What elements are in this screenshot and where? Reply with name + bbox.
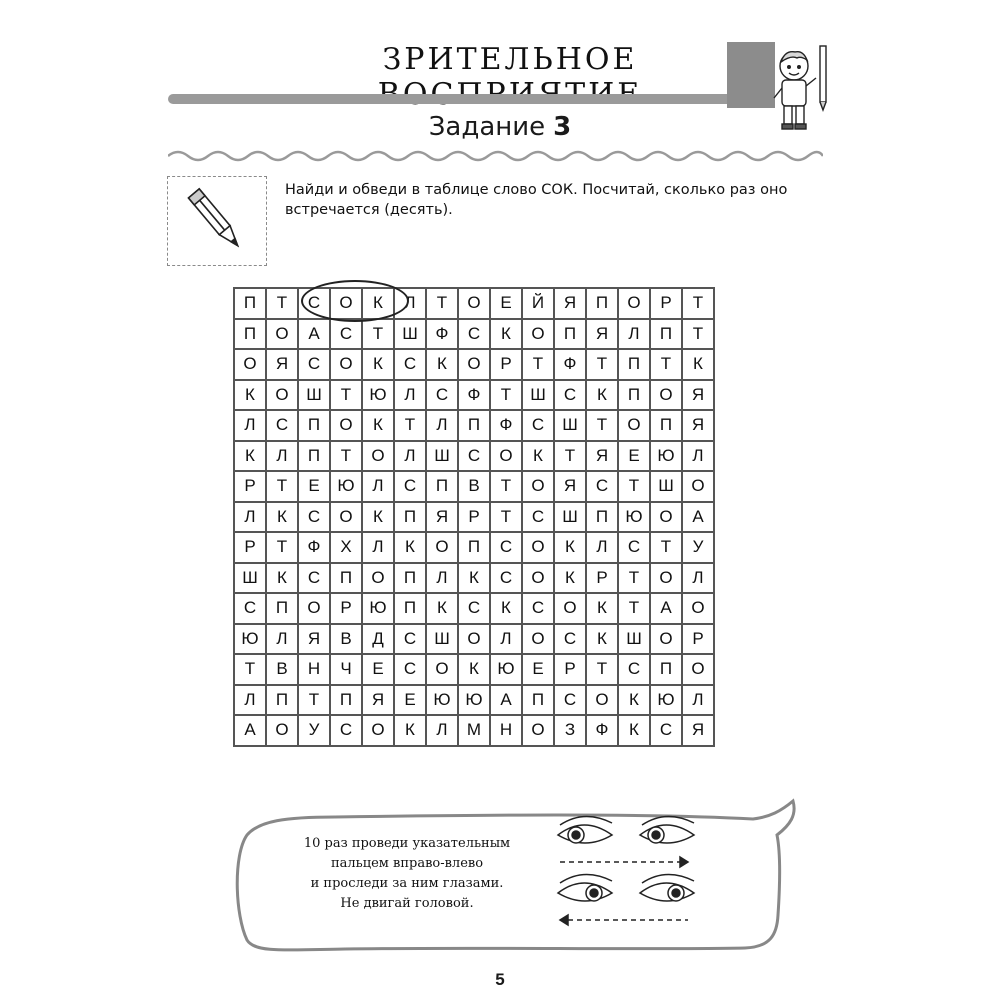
grid-cell[interactable]: С <box>618 654 650 685</box>
grid-cell[interactable]: Р <box>234 471 266 502</box>
grid-cell[interactable]: З <box>554 715 586 746</box>
grid-cell[interactable]: К <box>362 349 394 380</box>
grid-cell[interactable]: П <box>394 502 426 533</box>
grid-cell[interactable]: О <box>330 502 362 533</box>
grid-cell[interactable]: Е <box>394 685 426 716</box>
grid-cell[interactable]: О <box>650 624 682 655</box>
grid-cell[interactable]: Л <box>266 624 298 655</box>
grid-row <box>234 715 714 746</box>
grid-cell[interactable]: О <box>458 624 490 655</box>
grid-cell[interactable]: Р <box>490 349 522 380</box>
grid-cell[interactable]: П <box>394 593 426 624</box>
tip-text <box>282 834 532 914</box>
grid-cell[interactable]: Л <box>234 685 266 716</box>
grid-cell[interactable]: Ф <box>298 532 330 563</box>
grid-cell[interactable]: Е <box>490 288 522 319</box>
grid-cell[interactable]: О <box>490 441 522 472</box>
grid-cell[interactable]: К <box>586 593 618 624</box>
grid-cell[interactable]: К <box>458 563 490 594</box>
grid-cell[interactable]: К <box>234 441 266 472</box>
grid-cell[interactable]: К <box>426 349 458 380</box>
grid-cell[interactable]: Т <box>586 410 618 441</box>
grid-cell[interactable]: Ш <box>554 410 586 441</box>
grid-cell[interactable]: О <box>362 441 394 472</box>
grid-cell[interactable]: А <box>490 685 522 716</box>
grid-cell[interactable]: П <box>330 563 362 594</box>
grid-cell[interactable]: Н <box>490 715 522 746</box>
page-number: 5 <box>495 970 505 989</box>
grid-cell[interactable]: К <box>490 593 522 624</box>
grid-cell[interactable]: С <box>490 532 522 563</box>
grid-cell[interactable]: К <box>234 380 266 411</box>
grid-cell[interactable]: Е <box>522 654 554 685</box>
grid-cell[interactable]: Я <box>298 624 330 655</box>
grid-row <box>234 685 714 716</box>
grid-cell[interactable]: П <box>394 563 426 594</box>
grid-cell[interactable]: Ш <box>650 471 682 502</box>
grid-cell[interactable]: К <box>362 410 394 441</box>
eye-exercise-illustration <box>552 815 742 935</box>
grid-cell[interactable]: О <box>330 288 362 319</box>
grid-cell[interactable]: С <box>266 410 298 441</box>
grid-cell[interactable]: К <box>458 654 490 685</box>
grid-cell[interactable]: Я <box>266 349 298 380</box>
grid-cell[interactable]: А <box>298 319 330 350</box>
grid-cell[interactable]: О <box>330 349 362 380</box>
tip-line-4: Не двигай головой. <box>340 896 474 911</box>
grid-cell[interactable]: С <box>394 471 426 502</box>
grid-cell[interactable]: П <box>650 410 682 441</box>
grid-cell[interactable]: Т <box>266 471 298 502</box>
grid-cell[interactable]: П <box>586 288 618 319</box>
grid-cell[interactable]: О <box>522 715 554 746</box>
grid-cell[interactable]: Я <box>586 441 618 472</box>
grid-cell[interactable]: С <box>618 532 650 563</box>
grid-cell[interactable]: С <box>586 471 618 502</box>
grid-cell[interactable]: К <box>266 502 298 533</box>
grid-cell[interactable]: Л <box>394 380 426 411</box>
grid-cell[interactable]: О <box>682 471 714 502</box>
grid-cell[interactable]: У <box>682 532 714 563</box>
grid-cell[interactable]: О <box>650 563 682 594</box>
grid-cell[interactable]: П <box>586 502 618 533</box>
grid-cell[interactable]: С <box>458 441 490 472</box>
grid-cell[interactable]: Н <box>298 654 330 685</box>
grid-cell[interactable]: К <box>362 502 394 533</box>
grid-cell[interactable]: О <box>522 319 554 350</box>
grid-cell[interactable]: О <box>298 593 330 624</box>
arrow-left-icon <box>560 915 688 925</box>
grid-cell[interactable]: У <box>298 715 330 746</box>
grid-cell[interactable]: С <box>458 319 490 350</box>
grid-cell[interactable]: П <box>298 441 330 472</box>
grid-cell[interactable]: Л <box>234 410 266 441</box>
grid-cell[interactable]: О <box>458 288 490 319</box>
grid-cell[interactable]: О <box>266 715 298 746</box>
grid-cell[interactable]: Е <box>362 654 394 685</box>
grid-cell[interactable]: Л <box>490 624 522 655</box>
grid-cell[interactable]: Ю <box>458 685 490 716</box>
grid-cell[interactable]: О <box>426 654 458 685</box>
grid-cell[interactable]: Ю <box>426 685 458 716</box>
grid-cell[interactable]: О <box>234 349 266 380</box>
grid-cell[interactable]: К <box>522 441 554 472</box>
grid-cell[interactable]: К <box>554 532 586 563</box>
grid-cell[interactable]: Т <box>426 288 458 319</box>
grid-row <box>234 624 714 655</box>
grid-cell[interactable]: Р <box>554 654 586 685</box>
grid-cell[interactable]: О <box>618 410 650 441</box>
grid-cell[interactable]: Л <box>426 715 458 746</box>
grid-cell[interactable]: Ю <box>330 471 362 502</box>
grid-cell[interactable]: Я <box>554 471 586 502</box>
grid-cell[interactable]: К <box>266 563 298 594</box>
word-search-grid <box>233 287 715 747</box>
task-heading <box>380 112 620 142</box>
grid-row <box>234 502 714 533</box>
grid-cell[interactable]: Ю <box>362 593 394 624</box>
grid-cell[interactable]: Й <box>522 288 554 319</box>
grid-cell[interactable]: С <box>298 288 330 319</box>
grid-cell[interactable]: К <box>586 624 618 655</box>
grid-cell[interactable]: Я <box>682 410 714 441</box>
grid-cell[interactable]: В <box>266 654 298 685</box>
grid-cell[interactable]: Т <box>618 563 650 594</box>
grid-cell[interactable]: Л <box>266 441 298 472</box>
grid-cell[interactable]: Д <box>362 624 394 655</box>
grid-cell[interactable]: П <box>458 410 490 441</box>
grid-cell[interactable]: К <box>682 349 714 380</box>
pencil-icon <box>180 183 254 259</box>
eye-icon <box>558 816 612 843</box>
grid-cell[interactable]: Т <box>234 654 266 685</box>
grid-cell[interactable]: О <box>650 380 682 411</box>
grid-cell[interactable]: Л <box>682 441 714 472</box>
grid-cell[interactable]: О <box>682 593 714 624</box>
tip-line-1: 10 раз проведи указательным <box>303 836 511 851</box>
grid-row <box>234 319 714 350</box>
grid-cell[interactable]: Т <box>682 288 714 319</box>
grid-cell[interactable]: Е <box>298 471 330 502</box>
grid-cell[interactable]: О <box>330 410 362 441</box>
grid-cell[interactable]: Т <box>394 410 426 441</box>
grid-cell[interactable]: С <box>554 685 586 716</box>
grid-cell[interactable]: О <box>266 319 298 350</box>
eye-icon <box>640 816 694 843</box>
grid-cell[interactable]: С <box>298 349 330 380</box>
grid-cell[interactable]: С <box>394 624 426 655</box>
grid-cell[interactable]: П <box>266 593 298 624</box>
grid-cell[interactable]: Е <box>618 441 650 472</box>
grid-cell[interactable]: А <box>682 502 714 533</box>
pencil-icon-box <box>167 176 267 266</box>
grid-cell[interactable]: Т <box>298 685 330 716</box>
grid-cell[interactable]: С <box>394 654 426 685</box>
grid-cell[interactable]: К <box>490 319 522 350</box>
grid-row <box>234 471 714 502</box>
grid-cell[interactable]: Т <box>618 593 650 624</box>
title-underline-bar <box>168 94 733 104</box>
grid-cell[interactable]: П <box>426 471 458 502</box>
grid-cell[interactable]: С <box>554 380 586 411</box>
grid-cell[interactable]: Ю <box>362 380 394 411</box>
grid-cell[interactable]: М <box>458 715 490 746</box>
grid-cell[interactable]: П <box>330 685 362 716</box>
grid-cell[interactable]: С <box>298 502 330 533</box>
grid-cell[interactable]: О <box>266 380 298 411</box>
grid-cell[interactable]: А <box>234 715 266 746</box>
grid-cell[interactable]: Т <box>650 532 682 563</box>
grid-cell[interactable]: К <box>394 532 426 563</box>
grid-cell[interactable]: С <box>554 624 586 655</box>
grid-cell[interactable]: Ч <box>330 654 362 685</box>
grid-cell[interactable]: П <box>618 380 650 411</box>
grid-cell[interactable]: Л <box>362 471 394 502</box>
grid-cell[interactable]: Я <box>554 288 586 319</box>
eye-icon <box>640 874 694 901</box>
grid-cell[interactable]: О <box>682 654 714 685</box>
grid-cell[interactable]: К <box>586 380 618 411</box>
grid-cell[interactable]: Т <box>554 441 586 472</box>
grid-row <box>234 593 714 624</box>
example-word-circle <box>301 280 409 322</box>
grid-cell[interactable]: О <box>522 471 554 502</box>
grid-cell[interactable]: Т <box>266 288 298 319</box>
grid-cell[interactable]: П <box>234 319 266 350</box>
grid-cell[interactable]: Т <box>330 380 362 411</box>
grid-cell[interactable]: О <box>362 715 394 746</box>
grid-cell[interactable]: О <box>522 624 554 655</box>
grid-cell[interactable]: К <box>554 563 586 594</box>
wavy-divider <box>168 148 823 164</box>
grid-cell[interactable]: Л <box>234 502 266 533</box>
grid-cell[interactable]: П <box>458 532 490 563</box>
page-title: ЗРИТЕЛЬНОЕ <box>382 42 638 77</box>
grid-cell[interactable]: П <box>650 319 682 350</box>
grid-cell[interactable]: К <box>426 593 458 624</box>
grid-row <box>234 349 714 380</box>
grid-cell[interactable]: Т <box>618 471 650 502</box>
grid-cell[interactable]: Т <box>586 349 618 380</box>
grid-cell[interactable]: Л <box>426 410 458 441</box>
grid-cell[interactable]: Р <box>234 532 266 563</box>
grid-row <box>234 410 714 441</box>
grid-cell[interactable]: Т <box>522 349 554 380</box>
grid-cell[interactable]: Ю <box>234 624 266 655</box>
grid-cell[interactable]: Я <box>682 380 714 411</box>
grid-cell[interactable]: Т <box>490 502 522 533</box>
boy-with-pencil-illustration <box>770 40 840 136</box>
grid-cell[interactable]: Л <box>426 563 458 594</box>
grid-row <box>234 654 714 685</box>
grid-cell[interactable]: П <box>266 685 298 716</box>
grid-cell[interactable]: Т <box>490 471 522 502</box>
grid-cell[interactable]: Я <box>682 715 714 746</box>
grid-cell[interactable]: Ю <box>650 685 682 716</box>
grid-cell[interactable]: О <box>554 593 586 624</box>
grid-cell[interactable]: О <box>362 563 394 594</box>
grid-cell[interactable]: Я <box>586 319 618 350</box>
header-gray-block <box>727 42 775 108</box>
grid-cell[interactable]: Л <box>682 563 714 594</box>
eye-icon <box>558 874 612 901</box>
tip-line-2: пальцем вправо-влево <box>330 856 484 871</box>
grid-cell[interactable]: Ф <box>490 410 522 441</box>
grid-cell[interactable]: Ш <box>618 624 650 655</box>
grid-cell[interactable]: О <box>618 288 650 319</box>
grid-cell[interactable]: С <box>490 563 522 594</box>
grid-cell[interactable]: Т <box>650 349 682 380</box>
grid-cell[interactable]: С <box>330 319 362 350</box>
grid-cell[interactable]: Л <box>394 288 426 319</box>
grid-cell[interactable]: П <box>650 654 682 685</box>
grid-cell[interactable]: Т <box>490 380 522 411</box>
grid-cell[interactable]: П <box>618 349 650 380</box>
grid-cell[interactable]: О <box>426 532 458 563</box>
grid-cell[interactable]: С <box>234 593 266 624</box>
grid-cell[interactable]: С <box>650 715 682 746</box>
grid-cell[interactable]: П <box>522 685 554 716</box>
grid-cell[interactable]: П <box>554 319 586 350</box>
grid-row <box>234 563 714 594</box>
grid-cell[interactable]: Я <box>362 685 394 716</box>
grid-cell[interactable]: О <box>586 685 618 716</box>
grid-cell[interactable]: Ю <box>650 441 682 472</box>
grid-cell[interactable]: К <box>394 715 426 746</box>
grid-cell[interactable]: Ш <box>522 380 554 411</box>
grid-cell[interactable]: С <box>298 563 330 594</box>
grid-cell[interactable]: Я <box>426 502 458 533</box>
grid-cell[interactable]: Р <box>458 502 490 533</box>
grid-cell[interactable]: Л <box>618 319 650 350</box>
grid-row <box>234 532 714 563</box>
grid-cell[interactable]: С <box>522 593 554 624</box>
grid-cell[interactable]: Т <box>362 319 394 350</box>
grid-cell[interactable]: Л <box>394 441 426 472</box>
grid-cell[interactable]: О <box>650 502 682 533</box>
grid-cell[interactable]: Ш <box>298 380 330 411</box>
grid-cell[interactable]: Ш <box>234 563 266 594</box>
grid-row <box>234 441 714 472</box>
grid-cell[interactable]: О <box>458 349 490 380</box>
arrow-right-icon <box>560 857 688 867</box>
grid-cell[interactable]: П <box>298 410 330 441</box>
grid-cell[interactable]: Ш <box>426 624 458 655</box>
grid-cell[interactable]: Л <box>362 532 394 563</box>
grid-cell[interactable]: Р <box>586 563 618 594</box>
grid-cell[interactable]: Л <box>682 685 714 716</box>
grid-cell[interactable]: П <box>234 288 266 319</box>
grid-cell[interactable]: Т <box>266 532 298 563</box>
grid-cell[interactable]: С <box>330 715 362 746</box>
grid-cell[interactable]: Ф <box>586 715 618 746</box>
grid-cell[interactable]: О <box>522 532 554 563</box>
grid-cell[interactable]: Т <box>330 441 362 472</box>
grid-cell[interactable]: Р <box>682 624 714 655</box>
grid-cell[interactable]: Х <box>330 532 362 563</box>
grid-cell[interactable]: Р <box>330 593 362 624</box>
grid-cell[interactable]: В <box>330 624 362 655</box>
grid-cell[interactable]: О <box>522 563 554 594</box>
task-number: 3 <box>553 112 572 142</box>
grid-cell[interactable]: В <box>458 471 490 502</box>
grid-cell[interactable]: С <box>458 593 490 624</box>
tip-line-3: и проследи за ним глазами. <box>310 876 504 891</box>
grid-cell[interactable]: Т <box>682 319 714 350</box>
grid-cell[interactable]: К <box>362 288 394 319</box>
grid-cell[interactable]: Ш <box>554 502 586 533</box>
task-label: Задание <box>428 112 546 142</box>
grid-cell[interactable]: Ф <box>554 349 586 380</box>
grid-cell[interactable]: К <box>618 685 650 716</box>
grid-cell[interactable]: С <box>522 410 554 441</box>
grid-cell[interactable]: Т <box>586 654 618 685</box>
grid-cell[interactable]: С <box>522 502 554 533</box>
grid-row <box>234 380 714 411</box>
grid-cell[interactable]: Р <box>650 288 682 319</box>
grid-cell[interactable]: К <box>618 715 650 746</box>
grid-cell[interactable]: Ю <box>490 654 522 685</box>
grid-cell[interactable]: С <box>394 349 426 380</box>
grid-cell[interactable]: Ф <box>426 319 458 350</box>
instruction-text: Найди и обведи в таблице слово СОК. Посчитай, сколько раз оно встречается (десять). <box>285 182 788 218</box>
grid-cell[interactable]: Ш <box>426 441 458 472</box>
grid-cell[interactable]: Ш <box>394 319 426 350</box>
grid-cell[interactable]: С <box>426 380 458 411</box>
grid-cell[interactable]: Ф <box>458 380 490 411</box>
grid-cell[interactable]: Ю <box>618 502 650 533</box>
grid-cell[interactable]: А <box>650 593 682 624</box>
grid-cell[interactable]: Л <box>586 532 618 563</box>
